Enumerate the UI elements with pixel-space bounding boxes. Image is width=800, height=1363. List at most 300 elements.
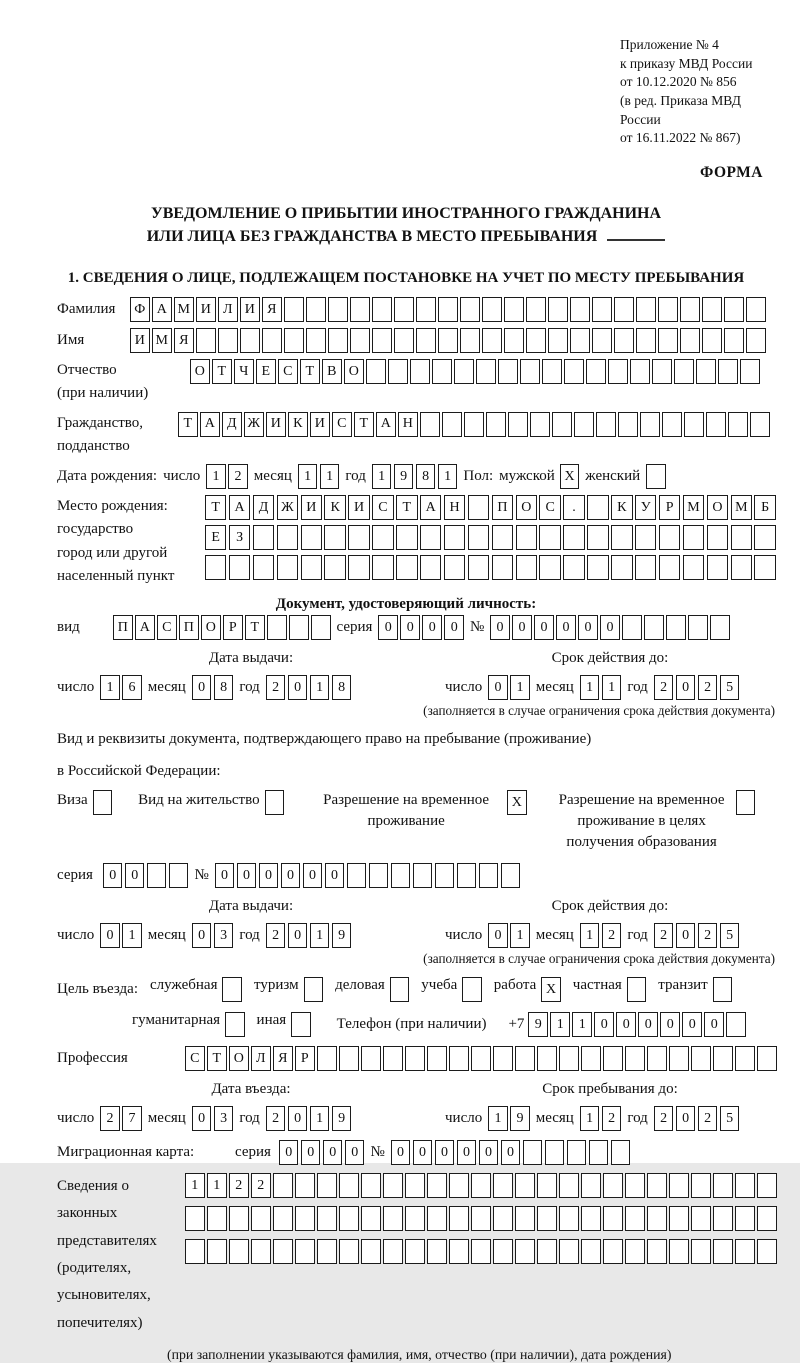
form-cell[interactable]: 2 — [698, 1106, 718, 1131]
form-cell[interactable] — [552, 412, 572, 437]
form-cell[interactable]: 2 — [654, 675, 674, 700]
form-cell[interactable] — [647, 1206, 667, 1231]
form-cell[interactable] — [361, 1173, 381, 1198]
form-cell[interactable]: 5 — [720, 675, 740, 700]
form-cell[interactable] — [611, 525, 632, 550]
form-cell[interactable] — [394, 328, 414, 353]
form-cell[interactable]: Д — [253, 495, 274, 520]
form-cell[interactable]: З — [229, 525, 250, 550]
form-cell[interactable] — [361, 1239, 381, 1264]
form-cell[interactable]: О — [229, 1046, 249, 1071]
form-cell[interactable]: 1 — [122, 923, 142, 948]
form-cell[interactable]: 0 — [391, 1140, 411, 1165]
form-cell[interactable] — [185, 1239, 205, 1264]
form-cell[interactable]: 0 — [288, 923, 308, 948]
form-cell[interactable] — [295, 1239, 315, 1264]
form-cell[interactable] — [683, 555, 704, 580]
form-cell[interactable]: 1 — [510, 675, 530, 700]
form-cell[interactable] — [669, 1206, 689, 1231]
form-cell[interactable]: Т — [212, 359, 232, 384]
form-cell[interactable] — [669, 1173, 689, 1198]
form-cell[interactable] — [713, 1173, 733, 1198]
form-cell[interactable]: 1 — [372, 464, 392, 489]
form-cell[interactable] — [603, 1173, 623, 1198]
form-cell[interactable] — [493, 1046, 513, 1071]
form-cell[interactable] — [731, 555, 752, 580]
form-cell[interactable] — [169, 863, 189, 888]
form-cell[interactable]: 0 — [444, 615, 464, 640]
form-cell[interactable]: 1 — [298, 464, 318, 489]
form-cell[interactable] — [479, 863, 499, 888]
form-cell[interactable] — [339, 1206, 359, 1231]
form-cell[interactable] — [731, 525, 752, 550]
form-cell[interactable] — [707, 555, 728, 580]
form-cell[interactable]: О — [190, 359, 210, 384]
form-cell[interactable] — [420, 525, 441, 550]
form-cell[interactable] — [735, 1239, 755, 1264]
form-cell[interactable] — [324, 555, 345, 580]
form-cell[interactable]: 0 — [616, 1012, 636, 1037]
form-cell[interactable] — [680, 328, 700, 353]
form-cell[interactable] — [311, 615, 331, 640]
form-cell[interactable]: Т — [396, 495, 417, 520]
form-cell[interactable] — [348, 525, 369, 550]
form-cell[interactable]: 0 — [556, 615, 576, 640]
form-cell[interactable] — [523, 1140, 543, 1165]
form-cell[interactable]: Н — [444, 495, 465, 520]
form-cell[interactable] — [350, 328, 370, 353]
form-cell[interactable] — [691, 1046, 711, 1071]
form-cell[interactable]: К — [288, 412, 308, 437]
form-cell[interactable]: О — [344, 359, 364, 384]
form-cell[interactable]: П — [492, 495, 513, 520]
form-cell[interactable] — [504, 297, 524, 322]
form-cell[interactable]: 0 — [281, 863, 301, 888]
form-cell[interactable]: 0 — [345, 1140, 365, 1165]
form-cell[interactable] — [757, 1206, 777, 1231]
form-cell[interactable]: 0 — [435, 1140, 455, 1165]
form-cell[interactable] — [713, 1206, 733, 1231]
form-cell[interactable] — [515, 1239, 535, 1264]
form-cell[interactable]: 9 — [394, 464, 414, 489]
form-cell[interactable]: 0 — [682, 1012, 702, 1037]
form-cell[interactable]: Р — [659, 495, 680, 520]
form-cell[interactable] — [493, 1239, 513, 1264]
form-cell[interactable] — [383, 1206, 403, 1231]
form-cell[interactable]: 0 — [125, 863, 145, 888]
form-cell[interactable]: С — [278, 359, 298, 384]
form-cell[interactable] — [603, 1046, 623, 1071]
form-cell[interactable]: И — [310, 412, 330, 437]
form-cell[interactable]: И — [348, 495, 369, 520]
form-cell[interactable] — [460, 328, 480, 353]
form-cell[interactable] — [366, 359, 386, 384]
form-cell[interactable] — [501, 863, 521, 888]
form-cell[interactable] — [229, 555, 250, 580]
form-cell[interactable] — [207, 1206, 227, 1231]
form-cell[interactable] — [317, 1173, 337, 1198]
form-cell[interactable] — [627, 977, 647, 1002]
form-cell[interactable]: 1 — [550, 1012, 570, 1037]
form-cell[interactable] — [516, 525, 537, 550]
form-cell[interactable]: 8 — [416, 464, 436, 489]
form-cell[interactable]: 1 — [185, 1173, 205, 1198]
form-cell[interactable] — [328, 328, 348, 353]
form-cell[interactable] — [468, 555, 489, 580]
form-cell[interactable] — [611, 1140, 631, 1165]
form-cell[interactable]: О — [201, 615, 221, 640]
form-cell[interactable] — [706, 412, 726, 437]
form-cell[interactable] — [493, 1206, 513, 1231]
form-cell[interactable] — [691, 1206, 711, 1231]
form-cell[interactable] — [289, 615, 309, 640]
form-cell[interactable] — [750, 412, 770, 437]
form-cell[interactable] — [581, 1046, 601, 1071]
form-cell[interactable] — [724, 297, 744, 322]
form-cell[interactable]: Т — [245, 615, 265, 640]
form-cell[interactable] — [644, 615, 664, 640]
form-cell[interactable] — [405, 1239, 425, 1264]
form-cell[interactable]: А — [152, 297, 172, 322]
form-cell[interactable]: 1 — [580, 675, 600, 700]
form-cell[interactable] — [754, 555, 775, 580]
form-cell[interactable]: 7 — [122, 1106, 142, 1131]
form-cell[interactable]: И — [240, 297, 260, 322]
form-cell[interactable]: Р — [295, 1046, 315, 1071]
form-cell[interactable]: 1 — [580, 1106, 600, 1131]
form-cell[interactable]: П — [113, 615, 133, 640]
form-cell[interactable] — [669, 1239, 689, 1264]
form-cell[interactable] — [295, 1206, 315, 1231]
form-cell[interactable]: 1 — [100, 675, 120, 700]
form-cell[interactable] — [339, 1046, 359, 1071]
form-cell[interactable] — [317, 1046, 337, 1071]
form-cell[interactable] — [444, 525, 465, 550]
form-cell[interactable] — [740, 359, 760, 384]
form-cell[interactable]: 0 — [237, 863, 257, 888]
form-cell[interactable]: 2 — [602, 1106, 622, 1131]
form-cell[interactable] — [559, 1206, 579, 1231]
form-cell[interactable] — [614, 297, 634, 322]
form-cell[interactable]: Н — [398, 412, 418, 437]
form-cell[interactable] — [559, 1173, 579, 1198]
form-cell[interactable] — [680, 297, 700, 322]
form-cell[interactable] — [735, 1173, 755, 1198]
form-cell[interactable] — [625, 1206, 645, 1231]
form-cell[interactable]: 9 — [332, 1106, 352, 1131]
form-cell[interactable] — [508, 412, 528, 437]
form-cell[interactable] — [589, 1140, 609, 1165]
form-cell[interactable]: Ф — [130, 297, 150, 322]
form-cell[interactable] — [273, 1173, 293, 1198]
form-cell[interactable]: 8 — [214, 675, 234, 700]
form-cell[interactable] — [515, 1046, 535, 1071]
form-cell[interactable]: 0 — [100, 923, 120, 948]
form-cell[interactable] — [396, 555, 417, 580]
form-cell[interactable] — [253, 555, 274, 580]
form-cell[interactable] — [372, 328, 392, 353]
form-cell[interactable] — [471, 1239, 491, 1264]
form-cell[interactable] — [586, 359, 606, 384]
form-cell[interactable] — [262, 328, 282, 353]
form-cell[interactable] — [559, 1239, 579, 1264]
form-cell[interactable] — [581, 1239, 601, 1264]
form-cell[interactable] — [301, 525, 322, 550]
form-cell[interactable] — [291, 1012, 311, 1037]
form-cell[interactable] — [587, 525, 608, 550]
form-cell[interactable] — [324, 525, 345, 550]
form-cell[interactable] — [462, 977, 482, 1002]
form-cell[interactable] — [684, 412, 704, 437]
form-cell[interactable] — [666, 615, 686, 640]
form-cell[interactable]: 0 — [279, 1140, 299, 1165]
form-cell[interactable]: X — [507, 790, 527, 815]
form-cell[interactable]: 0 — [303, 863, 323, 888]
form-cell[interactable] — [570, 297, 590, 322]
form-cell[interactable]: 0 — [676, 1106, 696, 1131]
form-cell[interactable] — [581, 1173, 601, 1198]
form-cell[interactable]: А — [135, 615, 155, 640]
form-cell[interactable] — [625, 1046, 645, 1071]
form-cell[interactable] — [757, 1046, 777, 1071]
form-cell[interactable] — [207, 1239, 227, 1264]
form-cell[interactable] — [548, 328, 568, 353]
form-cell[interactable] — [284, 328, 304, 353]
form-cell[interactable] — [564, 359, 584, 384]
form-cell[interactable] — [391, 863, 411, 888]
form-cell[interactable] — [471, 1173, 491, 1198]
form-cell[interactable] — [225, 1012, 245, 1037]
form-cell[interactable]: 8 — [332, 675, 352, 700]
form-cell[interactable] — [735, 1046, 755, 1071]
form-cell[interactable] — [516, 555, 537, 580]
form-cell[interactable]: 0 — [301, 1140, 321, 1165]
form-cell[interactable]: 1 — [206, 464, 226, 489]
form-cell[interactable] — [539, 525, 560, 550]
form-cell[interactable]: 2 — [229, 1173, 249, 1198]
form-cell[interactable] — [394, 297, 414, 322]
form-cell[interactable] — [636, 297, 656, 322]
form-cell[interactable] — [229, 1239, 249, 1264]
form-cell[interactable] — [658, 328, 678, 353]
form-cell[interactable]: 0 — [660, 1012, 680, 1037]
form-cell[interactable]: 2 — [698, 923, 718, 948]
form-cell[interactable]: 2 — [654, 923, 674, 948]
form-cell[interactable] — [205, 555, 226, 580]
form-cell[interactable]: 3 — [214, 1106, 234, 1131]
form-cell[interactable] — [539, 555, 560, 580]
form-cell[interactable] — [482, 328, 502, 353]
form-cell[interactable]: Л — [218, 297, 238, 322]
form-cell[interactable] — [757, 1239, 777, 1264]
form-cell[interactable]: 0 — [488, 675, 508, 700]
form-cell[interactable]: 3 — [214, 923, 234, 948]
form-cell[interactable] — [608, 359, 628, 384]
form-cell[interactable]: 0 — [501, 1140, 521, 1165]
form-cell[interactable]: 1 — [602, 675, 622, 700]
form-cell[interactable] — [754, 525, 775, 550]
form-cell[interactable] — [405, 1173, 425, 1198]
form-cell[interactable]: Р — [223, 615, 243, 640]
form-cell[interactable]: 2 — [266, 1106, 286, 1131]
form-cell[interactable]: 0 — [192, 923, 212, 948]
form-cell[interactable]: 1 — [438, 464, 458, 489]
form-cell[interactable] — [498, 359, 518, 384]
form-cell[interactable] — [420, 412, 440, 437]
form-cell[interactable] — [383, 1173, 403, 1198]
form-cell[interactable]: 2 — [228, 464, 248, 489]
form-cell[interactable] — [253, 525, 274, 550]
form-cell[interactable] — [444, 555, 465, 580]
form-cell[interactable] — [713, 977, 733, 1002]
form-cell[interactable]: Т — [178, 412, 198, 437]
form-cell[interactable] — [185, 1206, 205, 1231]
form-cell[interactable] — [567, 1140, 587, 1165]
form-cell[interactable] — [603, 1206, 623, 1231]
form-cell[interactable]: Ч — [234, 359, 254, 384]
form-cell[interactable] — [736, 790, 756, 815]
form-cell[interactable] — [361, 1206, 381, 1231]
form-cell[interactable] — [229, 1206, 249, 1231]
form-cell[interactable] — [350, 297, 370, 322]
form-cell[interactable] — [636, 328, 656, 353]
form-cell[interactable] — [449, 1046, 469, 1071]
form-cell[interactable] — [273, 1239, 293, 1264]
form-cell[interactable]: 2 — [251, 1173, 271, 1198]
form-cell[interactable] — [482, 297, 502, 322]
form-cell[interactable] — [614, 328, 634, 353]
form-cell[interactable]: 0 — [600, 615, 620, 640]
form-cell[interactable]: И — [196, 297, 216, 322]
form-cell[interactable] — [284, 297, 304, 322]
form-cell[interactable]: В — [322, 359, 342, 384]
form-cell[interactable] — [438, 328, 458, 353]
form-cell[interactable] — [222, 977, 242, 1002]
form-cell[interactable] — [277, 555, 298, 580]
form-cell[interactable] — [435, 863, 455, 888]
form-cell[interactable] — [432, 359, 452, 384]
form-cell[interactable]: 0 — [488, 923, 508, 948]
form-cell[interactable]: У — [635, 495, 656, 520]
form-cell[interactable] — [416, 297, 436, 322]
form-cell[interactable]: П — [179, 615, 199, 640]
form-cell[interactable]: Я — [174, 328, 194, 353]
form-cell[interactable]: И — [130, 328, 150, 353]
form-cell[interactable] — [520, 359, 540, 384]
form-cell[interactable] — [724, 328, 744, 353]
form-cell[interactable]: Д — [222, 412, 242, 437]
form-cell[interactable] — [267, 615, 287, 640]
form-cell[interactable]: А — [200, 412, 220, 437]
form-cell[interactable]: 0 — [323, 1140, 343, 1165]
form-cell[interactable] — [410, 359, 430, 384]
form-cell[interactable]: 0 — [578, 615, 598, 640]
form-cell[interactable] — [691, 1173, 711, 1198]
form-cell[interactable]: 0 — [288, 1106, 308, 1131]
form-cell[interactable] — [464, 412, 484, 437]
form-cell[interactable]: О — [516, 495, 537, 520]
form-cell[interactable] — [413, 863, 433, 888]
form-cell[interactable] — [596, 412, 616, 437]
form-cell[interactable] — [328, 297, 348, 322]
form-cell[interactable] — [652, 359, 672, 384]
form-cell[interactable]: 0 — [512, 615, 532, 640]
form-cell[interactable] — [277, 525, 298, 550]
form-cell[interactable]: X — [560, 464, 580, 489]
form-cell[interactable]: 2 — [266, 675, 286, 700]
form-cell[interactable]: 0 — [457, 1140, 477, 1165]
form-cell[interactable] — [468, 525, 489, 550]
form-cell[interactable]: И — [266, 412, 286, 437]
form-cell[interactable] — [688, 615, 708, 640]
form-cell[interactable]: С — [539, 495, 560, 520]
form-cell[interactable]: 1 — [310, 923, 330, 948]
form-cell[interactable]: Е — [256, 359, 276, 384]
form-cell[interactable]: 2 — [654, 1106, 674, 1131]
form-cell[interactable] — [273, 1206, 293, 1231]
form-cell[interactable] — [196, 328, 216, 353]
form-cell[interactable] — [427, 1239, 447, 1264]
form-cell[interactable]: X — [541, 977, 561, 1002]
form-cell[interactable]: 0 — [103, 863, 123, 888]
form-cell[interactable] — [728, 412, 748, 437]
form-cell[interactable]: 9 — [510, 1106, 530, 1131]
form-cell[interactable] — [347, 863, 367, 888]
form-cell[interactable] — [251, 1206, 271, 1231]
form-cell[interactable] — [635, 525, 656, 550]
form-cell[interactable]: Б — [754, 495, 775, 520]
form-cell[interactable]: М — [683, 495, 704, 520]
form-cell[interactable] — [372, 555, 393, 580]
form-cell[interactable] — [662, 412, 682, 437]
form-cell[interactable] — [339, 1173, 359, 1198]
form-cell[interactable] — [625, 1173, 645, 1198]
form-cell[interactable]: 0 — [378, 615, 398, 640]
form-cell[interactable]: 1 — [580, 923, 600, 948]
form-cell[interactable] — [442, 412, 462, 437]
form-cell[interactable] — [574, 412, 594, 437]
form-cell[interactable] — [493, 1173, 513, 1198]
form-cell[interactable] — [361, 1046, 381, 1071]
form-cell[interactable] — [640, 412, 660, 437]
form-cell[interactable] — [306, 297, 326, 322]
form-cell[interactable]: С — [332, 412, 352, 437]
form-cell[interactable] — [427, 1173, 447, 1198]
form-cell[interactable] — [537, 1046, 557, 1071]
form-cell[interactable] — [147, 863, 167, 888]
form-cell[interactable] — [295, 1173, 315, 1198]
form-cell[interactable] — [476, 359, 496, 384]
form-cell[interactable] — [317, 1239, 337, 1264]
form-cell[interactable] — [369, 863, 389, 888]
form-cell[interactable] — [537, 1239, 557, 1264]
form-cell[interactable] — [471, 1206, 491, 1231]
form-cell[interactable]: 0 — [422, 615, 442, 640]
form-cell[interactable] — [542, 359, 562, 384]
form-cell[interactable]: 2 — [602, 923, 622, 948]
form-cell[interactable]: 0 — [325, 863, 345, 888]
form-cell[interactable] — [306, 328, 326, 353]
form-cell[interactable] — [669, 1046, 689, 1071]
form-cell[interactable]: 1 — [488, 1106, 508, 1131]
form-cell[interactable] — [683, 525, 704, 550]
form-cell[interactable]: 0 — [288, 675, 308, 700]
form-cell[interactable] — [460, 297, 480, 322]
form-cell[interactable]: 0 — [413, 1140, 433, 1165]
form-cell[interactable] — [674, 359, 694, 384]
form-cell[interactable] — [581, 1206, 601, 1231]
form-cell[interactable]: К — [324, 495, 345, 520]
